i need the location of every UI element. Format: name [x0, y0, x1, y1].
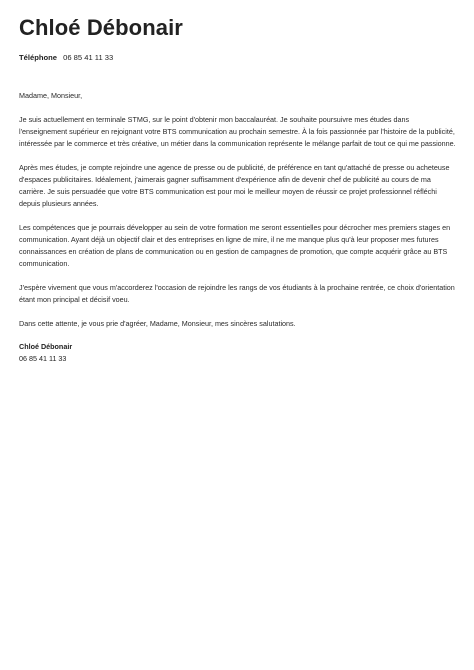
contact-line: [19, 52, 113, 63]
paragraph-hope: J'espère vivement que vous m'accorderez l'occasion de rejoindre les rangs de vos étudiants à la prochaine rentrée, ce choix d'orientation étant mon principal et décisif voeu.: [19, 283, 455, 304]
phone-value: 06 85 41 11 33: [63, 53, 114, 62]
signature-block: [19, 341, 72, 365]
salutation: Madame, Monsieur,: [19, 91, 83, 100]
signature-phone: 06 85 41 11 33: [19, 354, 67, 363]
paragraph-career-goals: Après mes études, je compte rejoindre une agence de presse ou de publicité, de préférence en tant qu'attaché de presse ou acheteuse d'espaces publicitaires. Idéalement, j'aimerais gagner suffisamment d'expérience afin de devenir chef de publicité au cours de ma carrière. Je suis persuadée que votre BTS communication est pour moi le meilleur moyen de réussir ce projet professionnel réfléchi depuis plusieurs années.: [19, 163, 450, 208]
paragraph-closing: Dans cette attente, je vous prie d'agréer, Madame, Monsieur, mes sincères salutations.: [19, 319, 296, 328]
signature-name: Chloé Débonair: [19, 342, 73, 351]
letter-body: [19, 90, 456, 342]
paragraph-skills: Les compétences que je pourrais développer au sein de votre formation me seront essentielles pour décrocher mes premiers stages en communication. Ayant déjà un objectif clair et des entreprises en ligne de mire, il ne me manque plus qu'à leur proposer mes futures connaissances en création de plans de communication ou en gestion de campagnes de promotion, que compte acquérir grâce au BTS communication.: [19, 223, 451, 268]
phone-label: Téléphone: [19, 53, 57, 62]
sender-name: Chloé Débonair: [19, 15, 183, 40]
paragraph-intro: Je suis actuellement en terminale STMG, sur le point d'obtenir mon baccalauréat. Je souhaite poursuivre mes études dans l'enseignement supérieur en rejoignant votre BTS communication au prochain semestre. À la fois passionnée par l'histoire de la publicité, intéressée par le commerce et très créative, un métier dans la communication représente le mélange parfait de tout ce qui me passionne.: [19, 115, 456, 148]
